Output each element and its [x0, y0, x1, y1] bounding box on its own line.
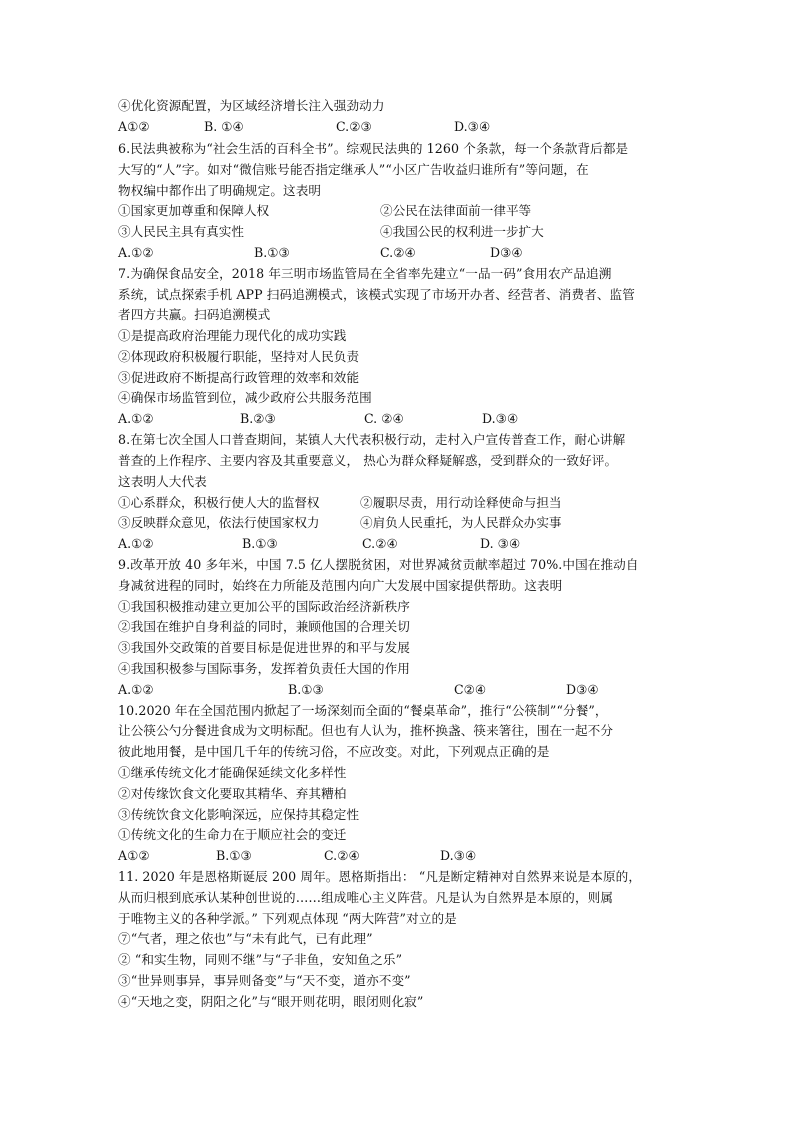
q7-option-b: B.②③ [240, 411, 276, 426]
q10-item-1: ①继承传统文化才能确保延续文化多样性 [118, 765, 347, 780]
q7-stem-3: 者四方共赢。扫码追溯模式 [118, 307, 271, 322]
q9-item-1: ①我国积极推动建立更加公平的国际政治经济新秩序 [118, 599, 410, 614]
q6-item-3: ③人民民主具有真实性 [118, 224, 244, 239]
q8-stem-1: 8.在第七次全国人口普查期间，某镇人大代表积极行动，走村入户宣传普查工作，耐心讲解 [118, 432, 626, 447]
q9-option-c: C②④ [454, 682, 487, 697]
q11-item-2: ② “和实生物，同则不继”与“子非鱼，安知鱼之乐” [118, 952, 403, 967]
q8-option-b: B.①③ [242, 536, 278, 551]
q5-item-4: ④优化资源配置，为区域经济增长注入强劲动力 [118, 98, 385, 113]
q7-option-c: C. ②④ [364, 411, 404, 426]
q8-stem-2: 普查的上作程序、主要内容及其重要意义， 热心为群众释疑解惑，受到群众的一致好评。 [118, 453, 618, 468]
q8-item-2: ②履职尽责，用行动诠释使命与担当 [360, 495, 562, 510]
q6-stem-3: 物权编中都作出了明确规定。这表明 [118, 183, 322, 198]
q5-option-d: D.③④ [454, 119, 491, 134]
q8-option-d: D. ③④ [480, 536, 521, 551]
q11-item-4: ④“天地之变，阴阳之化”与“眼开则花明，眼闭则化寂” [118, 994, 424, 1009]
q8-stem-3: 这表明人大代表 [118, 474, 207, 489]
q6-item-1: ①国家更加尊重和保障人权 [118, 203, 270, 218]
q5-option-a: A①② [118, 119, 150, 134]
q5-option-c: C.②③ [336, 119, 372, 134]
q8-option-a: A.①② [118, 536, 154, 551]
q9-option-d: D③④ [566, 682, 599, 697]
q10-option-d: D.③④ [440, 848, 477, 863]
q11-stem-3: 于唯物主义的各种学派。” 下列观点体现 “两大阵营”对立的是 [118, 911, 457, 926]
q6-options [118, 244, 678, 262]
q7-stem-2: 系统，试点探索手机 APP 扫码追溯模式，该模式实现了市场开办者、经营者、消费者、监管 [118, 287, 635, 302]
q7-item-2: ②体现政府积极履行职能，坚持对人民负责 [118, 349, 360, 364]
q7-item-3: ③促进政府不断提高行政管理的效率和效能 [118, 370, 360, 385]
q8-items-row-1 [118, 494, 678, 512]
q9-stem-2: 身减贫进程的同时，始终在力所能及范围内向广大发展中国家提供帮助。这表明 [118, 578, 563, 593]
q10-stem-3: 彼此地用餐，是中国几千年的传统习俗，不应改变。对此，下列观点正确的是 [118, 744, 550, 759]
q9-item-4: ④我国积极参与国际事务，发挥着负责任大国的作用 [118, 661, 410, 676]
q8-option-c: C.②④ [362, 536, 398, 551]
q6-option-a: A.①② [118, 245, 154, 260]
q5-options [118, 118, 678, 136]
q10-option-a: A①② [118, 848, 150, 863]
q8-item-4: ④肩负人民重托，为人民群众办实事 [360, 515, 562, 530]
q6-item-4: ④我国公民的权利进一步扩大 [380, 224, 544, 239]
q9-item-2: ②我国在维护自身利益的同时，兼顾他国的合理关切 [118, 619, 410, 634]
q11-stem-2: 从而归根到底承认某种创世说的……组成唯心主义阵营。凡是认为自然界是本原的，则属 [118, 890, 614, 905]
q7-option-d: D.③④ [482, 411, 519, 426]
q9-item-3: ③我国外交政策的首要目标是促进世界的和平与发展 [118, 640, 410, 655]
q8-items-row-2 [118, 514, 678, 532]
q8-item-1: ①心系群众，积极行使人大的监督权 [118, 495, 320, 510]
q7-option-a: A.①② [118, 411, 154, 426]
q6-option-c: C.②④ [380, 245, 416, 260]
q11-stem-1: 11. 2020 年是恩格斯诞辰 200 周年。恩格斯指出： “凡是断定精神对自然界来说是本原的， [118, 869, 642, 884]
q7-item-1: ①是提高政府治理能力现代化的成功实践 [118, 328, 347, 343]
q9-option-a: A.①② [118, 682, 154, 697]
q10-option-c: C.②④ [324, 848, 360, 863]
q11-item-3: ③“世异则事异，事异则备变”与“天不变，道亦不变” [118, 973, 411, 988]
q7-stem-1: 7.为确保食品安全，2018 年三明市场监管局在全省率先建立“一品一码”食用农产品追溯 [118, 266, 612, 281]
q9-stem-1: 9.改革开放 40 多年米，中国 7.5 亿人摆脱贫困，对世界减贫贡献率超过 70%.中国在推动自 [118, 557, 639, 572]
q6-items-row-1 [118, 202, 678, 220]
q6-items-row-2 [118, 223, 678, 241]
q8-item-3: ③反映群众意见，依法行使国家权力 [118, 515, 320, 530]
q7-options [118, 410, 678, 428]
q10-options [118, 847, 678, 865]
q9-option-b: B.①③ [288, 682, 324, 697]
q10-option-b: B.①③ [216, 848, 252, 863]
q6-stem-2: 大写的“人”字。如对“微信账号能否指定继承人”“小区广告收益归谁所有”等问题，在 [118, 162, 589, 177]
q8-options [118, 535, 678, 553]
q6-item-2: ②公民在法律面前一律平等 [380, 203, 532, 218]
q6-stem-1: 6.民法典被称为“社会生活的百科全书”。综观民法典的 1260 个条款，每一个条款背后都是 [118, 141, 629, 156]
q6-option-d: D③④ [490, 245, 523, 260]
q7-item-4: ④确保市场监管到位，减少政府公共服务范围 [118, 390, 372, 405]
q11-item-1: ⑦“气者，理之依也”与“未有此气，已有此理” [118, 931, 373, 946]
q10-stem-1: 10.2020 年在全国范围内掀起了一场深刻而全面的“餐桌革命”，推行“公筷制”“分餐”， [118, 703, 608, 718]
q10-item-4: ①传统文化的生命力在于顺应社会的变迁 [118, 827, 347, 842]
q6-option-b: B.①③ [254, 245, 290, 260]
q10-item-3: ③传统饮食文化影响深远，应保持其稳定性 [118, 807, 360, 822]
q5-option-b: B. ①④ [204, 119, 244, 134]
q10-stem-2: 让公筷公勺分餐进食成为文明标配。但也有人认为，推杯换盏、筷来箸往，围在一起不分 [118, 723, 614, 738]
q9-options [118, 681, 678, 699]
q10-item-2: ②对传缘饮食文化要取其精华、弃其糟柏 [118, 786, 347, 801]
